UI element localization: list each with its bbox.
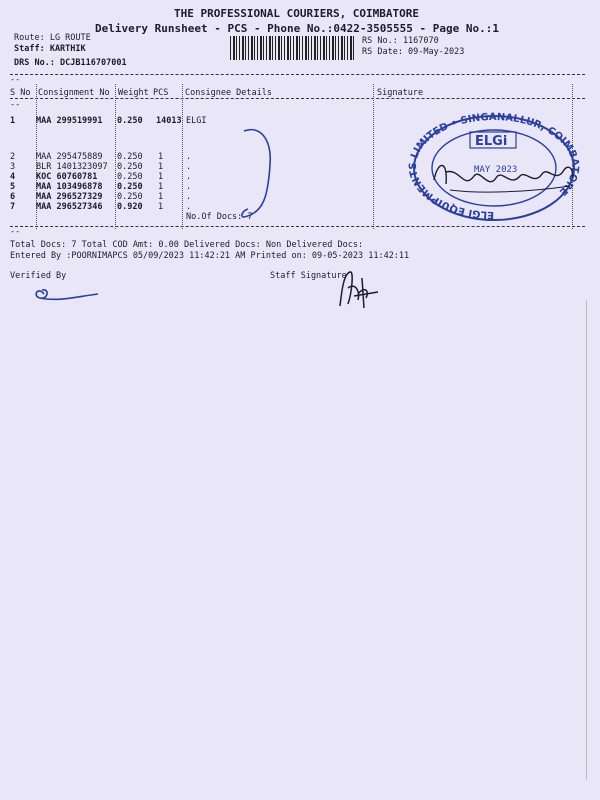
verified-by-initial: [30, 282, 100, 304]
row-consignee: .: [186, 162, 192, 172]
col-header-signature: Signature: [377, 88, 424, 98]
row-pcs: 14013: [156, 116, 182, 126]
rs-date: RS Date: 09-May-2023: [362, 47, 465, 57]
row-sno: 1: [10, 116, 16, 126]
col-header-sno: S No: [10, 88, 31, 98]
staff-signature: [330, 268, 380, 310]
row-consignment: KOC 60760781: [36, 172, 98, 182]
divider: [10, 98, 585, 99]
row-weight: 0.920: [117, 202, 143, 212]
row-sno: 6: [10, 192, 16, 202]
document-subtitle: Delivery Runsheet - PCS - Phone No.:0422-3505555 - Page No.:1: [95, 22, 499, 35]
row-consignee: .: [186, 192, 192, 202]
stamp-logo: ELGi: [475, 134, 508, 149]
drs-number: DRS No.: DCJB116707001: [14, 58, 127, 68]
no-of-docs: No.Of Docs: 7: [186, 212, 253, 222]
row-sno: 5: [10, 182, 16, 192]
row-pcs: 1: [158, 162, 164, 172]
company-title: THE PROFESSIONAL COURIERS, COIMBATORE: [174, 7, 420, 20]
row-consignee: .: [186, 202, 192, 212]
col-header-weight: Weight: [118, 88, 149, 98]
divider: [10, 74, 585, 75]
totals-line: Total Docs: 7 Total COD Amt: 0.00 Delivered Docs: Non Delivered Docs:: [10, 240, 364, 250]
col-header-consignment: Consignment No: [38, 88, 110, 98]
row-consignment: MAA 296527346: [36, 202, 103, 212]
row-consignee: .: [186, 152, 192, 162]
row-weight: 0.250: [117, 192, 143, 202]
row-consignee: ELGI: [186, 116, 207, 126]
row-sno: 3: [10, 162, 16, 172]
row-sno: 2: [10, 152, 16, 162]
recipient-signature: [430, 150, 580, 200]
rs-number: RS No.: 1167070: [362, 36, 439, 46]
row-sno: 4: [10, 172, 16, 182]
row-pcs: 1: [158, 152, 164, 162]
verified-by-label: Verified By: [10, 271, 67, 281]
divider: [10, 226, 585, 227]
row-consignment: MAA 295475889: [36, 152, 103, 162]
column-separator: [115, 84, 116, 229]
barcode: [230, 36, 356, 60]
stamp-ring-text: ELGI EQUIPMENTS LIMITED • SINGANALLUR, COIMBATORE: [408, 112, 580, 221]
row-pcs: 1: [158, 182, 164, 192]
row-sno: 7: [10, 202, 16, 212]
row-pcs: 1: [158, 172, 164, 182]
entered-by-line: Entered By :POORNIMAPCS 05/09/2023 11:42:21 AM Printed on: 09-05-2023 11:42:11: [10, 251, 410, 261]
row-pcs: 1: [158, 192, 164, 202]
staff-signature-label: Staff Signature: [270, 271, 347, 281]
row-consignee: .: [186, 182, 192, 192]
stamp-date: MAY 2023: [474, 165, 518, 175]
row-weight: 0.250: [117, 162, 143, 172]
row-consignment: MAA 296527329: [36, 192, 103, 202]
scan-edge: [586, 300, 587, 780]
row-consignee: .: [186, 172, 192, 182]
row-weight: 0.250: [117, 116, 143, 126]
row-consignment: MAA 299519991: [36, 116, 103, 126]
row-consignment: BLR 1401323097: [36, 162, 108, 172]
staff-label: Staff: KARTHIK: [14, 44, 86, 54]
col-header-consignee: Consignee Details: [185, 88, 272, 98]
row-weight: 0.250: [117, 172, 143, 182]
column-separator: [182, 84, 183, 229]
row-consignment: MAA 103496878: [36, 182, 103, 192]
row-weight: 0.250: [117, 152, 143, 162]
column-separator: [373, 84, 374, 229]
route-label: Route: LG ROUTE: [14, 33, 91, 43]
row-weight: 0.250: [117, 182, 143, 192]
row-pcs: 1: [158, 202, 164, 212]
handwritten-bracket: [238, 125, 278, 225]
col-header-pcs: PCS: [153, 88, 169, 98]
